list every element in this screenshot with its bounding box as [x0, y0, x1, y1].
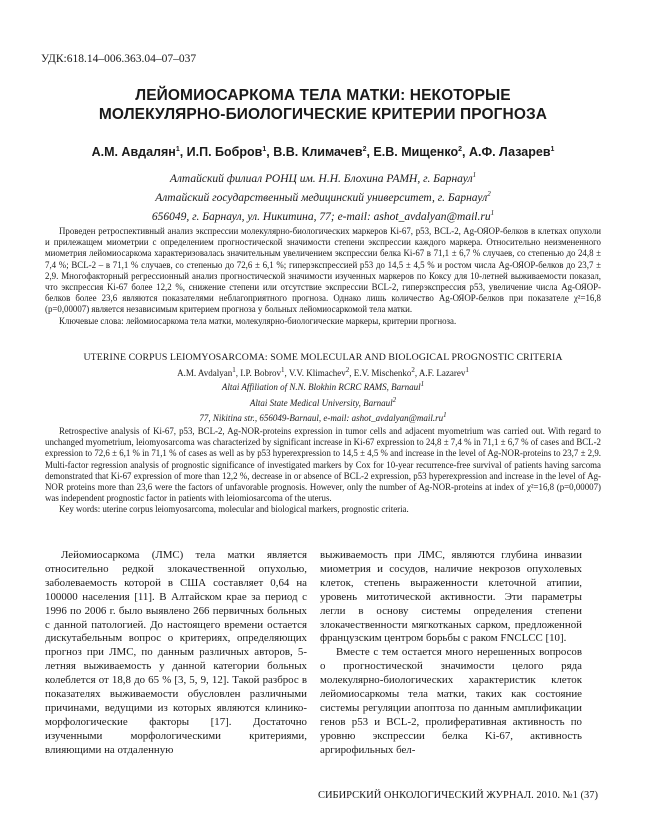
author: И.П. Бобров [186, 145, 263, 159]
affiliation: Altai Affiliation of N.N. Blokhin RCRC RAMS, Barnaul$^1$ [221, 380, 425, 392]
russian-abstract [45, 226, 601, 327]
keywords: Key words: uterine corpus leiomyosarcoma, molecular and biological markers, prognostic criteria. [59, 504, 409, 515]
author-sup: 1 [550, 145, 555, 153]
keywords: Ключевые слова: лейомиосаркома тела матки, молекулярно-биологические маркеры, критерии прогноза. [59, 315, 457, 326]
author-list: А.М. Авдалян$^1$, И.П. Бобров$^1$, В.В. Климачев$^2$, Е.В. Мищенко$^2$, А.Ф. Лазарев$^1$ [91, 145, 555, 159]
paragraph: Лейомиосаркома (ЛМС) тела матки является относительно редкой злокачественной опухолью, заболеваемость которой в США составляет 0,64 на 100000 населения [11]. В Алтайском крае за период с 1996 по 2006 г. было выявлено 266 первичных больных с данной патологией. До настоящего времени остается дискутабельным вопрос о критериях, определяющих прогноз при ЛМС, по данным различных авторов, 5-летняя выживаемость у данной категории больных колеблется от 18,8 до 65 % [3, 5, 9, 12]. Такой разброс в показателях выживаемости обусловлен различными причинами, ведущими из которых являются клинико-морфологические факторы [17]. Достаточно изученными морфологическими критериями, влияющими на отдаленную [45, 549, 307, 756]
author: В.В. Климачев [273, 145, 363, 159]
udc-code: УДК:618.14–006.363.04–07–037 [41, 53, 197, 65]
author-sup: 2 [362, 145, 367, 153]
affiliation: 656049, г. Барнаул, ул. Никитина, 77; e-mail: $ashot\_avdalyan@mail.ru^1$ [151, 208, 495, 223]
body-column-left [45, 549, 307, 758]
affiliation: Алтайский государственный медицинский университет, г. Барнаул$^2$ [155, 189, 491, 204]
author-sup: 2 [458, 145, 462, 153]
english-abstract [45, 426, 601, 516]
affiliation-list [40, 168, 606, 224]
article-title-line-2: МОЛЕКУЛЯРНО-БИОЛОГИЧЕСКИЕ КРИТЕРИИ ПРОГНОЗА [98, 106, 548, 123]
paragraph: выживаемость при ЛМС, являются глубина инвазии миометрия и сосудов, наличие некрозов опухолевых клеток, степень выраженности клеточной атипии, уровень митотической активности. Эти параметры легли в основу системы определения степени злокачественности мягкотканых сарком, предложенной французским центром борьбы с раком FNCLCC [10]. [320, 549, 582, 645]
affiliation: 77, Nikitina str., 656049-Barnaul, e-mail: $ashot\_avdalyan@mail.ru^1$ [199, 411, 447, 423]
english-affiliation-list [40, 378, 606, 425]
english-author-list: A.M. Avdalyan$^1$, I.P. Bobrov$^1$, V.V. Klimachev$^2$, E.V. Mischenko$^2$, A.F. Lazarev$^1$ [177, 366, 469, 378]
abstract-text: Retrospective analysis of Ki-67, p53, BCL-2, Ag-NOR-proteins expression in tumor cells and adjacent myometrium was carried out. With regard to unchanged myometrium, leiomyosarcoma was characterized by significant increase in Ki-67 expression to 24,8 ± 7,4 % in 71,1 ± 6,7 % of cases and BCL-2 expression to 72,6 ± 6,1 % in 71,1 % of cases as well as by p53 hyperexpression to 14,5 ± 4,5 % and increase in the level of Ag-NOR-proteins to 23,7 ± 2,9. Multi-factor regression analysis of prognostic significance of investigated markers by Cox for 10-year recurrence-free survival of patients having sarcoma demonstrated that Ki-67 expression of more than 12,2 %, decrease in or absence of BCL-2 expression, p53 hyperexpression and increase in the level of Ag-NOR proteins more than 23,6 were the factors of unfavorable prognosis. However, only the number of Ag-NOR-proteins at index of χ²=16,8 (p=0,00007) was independent prognostic factor in patients with leiomiosarcoma of the uterus. [45, 426, 601, 504]
body-column-right [320, 549, 582, 758]
article-title-line-1: ЛЕЙОМИОСАРКОМА ТЕЛА МАТКИ: НЕКОТОРЫЕ [135, 87, 511, 104]
author-sup: 1 [262, 145, 267, 153]
article-title [40, 86, 606, 124]
abstract-text: Проведен ретроспективный анализ экспрессии молекулярно-биологических маркеров Ki-67, p53, BCL-2, Ag-ОЯОР-белков в клетках опухоли и прилежащем миометрии с определением прогностической значимости степени экспрессии каждого маркера. Относительно неизмененного миометрия лейомиосаркома характеризовалась значительным увеличением экспрессии белка Ki-67 в 71,1 ± 6,7 % случаев, со степенью до 24,8 ± 7,4 %; BCL-2 – в 71,1 % случаев, со степенью до 72,6 ± 6,1 %; гиперэкспрессией p53 до 14,5 ± 4,5 % и ростом числа Ag-ОЯОР-белков до 23,7 ± 2,9. Многофакторный регрессионный анализ прогностической значимости изученных маркеров по Коксу для 10-летней выживаемости показал, что экспрессия Ki-67 более 12,2 %, снижение степени или отсутствие экспрессии BCL-2, гиперэкспрессия p53, увеличение числа Ag-ОЯОР-белков более 23,6 являются показателями неблагоприятного прогноза. Однако лишь количество Ag-ОЯОР-белков при показателе χ²=16,8 (p=0,00007) является независимым критерием прогноза у больных лейомиосаркомой тела матки. [45, 226, 601, 315]
author: А.М. Авдалян [91, 145, 176, 159]
affiliation: Altai State Medical University, Barnaul$^2$ [249, 395, 397, 408]
journal-footer: СИБИРСКИЙ ОНКОЛОГИЧЕСКИЙ ЖУРНАЛ. 2010. №1 (37) [317, 790, 598, 801]
paragraph: Вместе с тем остается много нерешенных вопросов о прогностической значимости целого ряда молекулярно-биологических характеристик клеток лейомиосаркомы тела матки, таких как состояние системы регуляции апоптоза по данным амплификации генов p53 и BCL-2, пролиферативная активность по уровню экспрессии белка Ki-67, активность аргирофильных бел- [320, 646, 582, 756]
english-title: UTERINE CORPUS LEIOMYOSARCOMA: SOME MOLECULAR AND BIOLOGICAL PROGNOSTIC CRITERIA [83, 352, 563, 363]
author: А.Ф. Лазарев [468, 145, 551, 159]
author: Е.В. Мищенко [373, 145, 459, 159]
author-sup: 1 [175, 145, 180, 153]
affiliation: Алтайский филиал РОНЦ им. Н.Н. Блохина РАМН, г. Барнаул$^1$ [169, 171, 477, 185]
